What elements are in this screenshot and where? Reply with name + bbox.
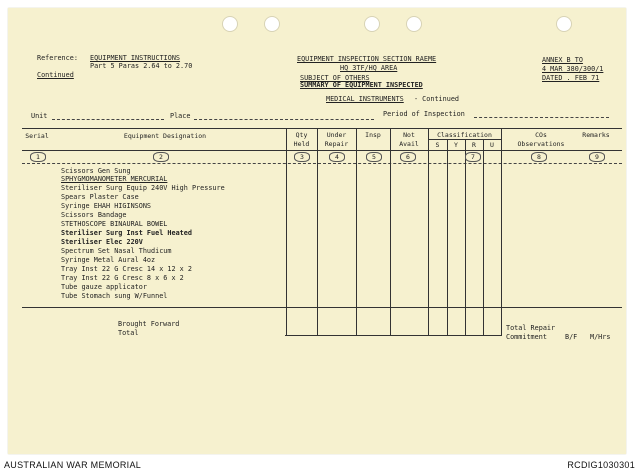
total-label: Total	[118, 329, 139, 337]
col-divider	[501, 128, 502, 335]
col-number: 9	[589, 152, 605, 162]
col-header-remarks: Remarks	[582, 131, 610, 139]
table-top-rule	[22, 128, 622, 129]
mhrs-label: M/Hrs	[590, 333, 611, 341]
total-rule	[285, 335, 502, 336]
col-header-designation: Equipment Designation	[123, 132, 207, 140]
place-blank	[194, 119, 374, 120]
list-item: Scissors Gen Sung	[61, 167, 131, 175]
list-item: Tube gauze applicator	[61, 283, 147, 291]
col-divider	[483, 139, 484, 335]
title-line-2: HQ 3TF/HQ AREA	[340, 64, 398, 72]
punch-hole	[406, 16, 422, 32]
list-item: Steriliser Surg Equip 240V High Pressure	[61, 184, 225, 192]
col-header-qty: Qty	[295, 131, 308, 139]
col-header-cos: COs	[535, 131, 547, 139]
col-divider	[465, 139, 466, 335]
col-header-repair: Repair	[324, 140, 349, 148]
col-divider	[428, 128, 429, 335]
list-item: Syringe EHAH HIGINSONS	[61, 202, 152, 210]
archive-caption-left: AUSTRALIAN WAR MEMORIAL	[4, 460, 142, 470]
col-number: 5	[366, 152, 382, 162]
list-item: Syringe Metal Aural 4oz	[61, 256, 156, 264]
title-line-5: MEDICAL INSTRUMENTS	[326, 95, 404, 103]
col-number: 2	[153, 152, 169, 162]
dated-label: DATED . FEB 71	[542, 74, 600, 82]
classification-rule	[428, 139, 501, 140]
number-rule	[22, 163, 622, 164]
list-item: Tray Inst 22 G Cresc 8 x 6 x 2	[61, 274, 184, 282]
punch-hole	[264, 16, 280, 32]
total-repair-label: Total Repair	[506, 324, 556, 332]
list-item: Tray Inst 22 G Cresc 14 x 12 x 2	[61, 265, 192, 273]
title-continued: - Continued	[414, 95, 460, 103]
reference-line-1: EQUIPMENT INSTRUCTIONS	[90, 54, 181, 62]
bf-label: B/F	[565, 333, 578, 341]
col-number: 1	[30, 152, 46, 162]
col-number: 7	[465, 152, 481, 162]
col-divider	[447, 139, 448, 335]
archive-caption-right: RCDIG1030301	[567, 460, 635, 470]
punch-hole	[556, 16, 572, 32]
punch-hole	[222, 16, 238, 32]
col-divider	[356, 128, 357, 335]
list-item: Steriliser Elec 220V	[61, 238, 143, 246]
col-header-held: Held	[293, 140, 310, 148]
col-number: 8	[531, 152, 547, 162]
col-divider	[286, 128, 287, 335]
list-item: Spectrum Set Nasal Thudicum	[61, 247, 172, 255]
list-item: SPHYGMOMANOMETER MERCURIAL	[61, 175, 168, 183]
header-rule	[22, 150, 622, 151]
col-divider	[390, 128, 391, 335]
period-label: Period of Inspection	[383, 110, 465, 118]
col-header-class-s: S	[435, 141, 440, 149]
continued-label: Continued	[37, 71, 74, 79]
col-header-serial: Serial	[25, 132, 49, 140]
col-header-under: Under	[326, 131, 347, 139]
brought-forward-label: Brought Forward	[118, 320, 180, 328]
col-number: 3	[294, 152, 310, 162]
col-header-avail: Avail	[399, 140, 419, 148]
commitment-label: Commitment	[506, 333, 547, 341]
punch-hole	[364, 16, 380, 32]
col-header-observations: Observations	[517, 140, 565, 148]
col-divider	[317, 128, 318, 335]
list-item: STETHOSCOPE BINAURAL BOWEL	[61, 220, 168, 228]
list-item: Scissors Bandage	[61, 211, 127, 219]
col-number: 4	[329, 152, 345, 162]
annex-label: ANNEX B TO	[542, 56, 583, 64]
title-line-1: EQUIPMENT INSPECTION SECTION RAEME	[297, 55, 437, 63]
place-label: Place	[170, 112, 191, 120]
col-header-insp: Insp	[365, 131, 381, 139]
title-line-4: SUMMARY OF EQUIPMENT INSPECTED	[300, 81, 423, 89]
col-header-class-r: R	[472, 141, 476, 149]
col-header-not: Not	[403, 131, 415, 139]
list-item: Steriliser Surg Inst Fuel Heated	[61, 229, 192, 237]
title-line-3: SUBJECT OF OTHERS	[300, 74, 370, 82]
col-header-class-y: Y	[454, 141, 458, 149]
col-number: 6	[400, 152, 416, 162]
body-bottom-rule	[22, 307, 622, 308]
period-blank	[474, 117, 609, 118]
list-item: Tube Stomach sung W/Funnel	[61, 292, 168, 300]
unit-label: Unit	[31, 112, 48, 120]
list-item: Spears Plaster Case	[61, 193, 139, 201]
reference-label: Reference:	[37, 54, 78, 62]
col-header-classification: Classification	[437, 131, 492, 139]
unit-blank	[52, 119, 164, 120]
reference-line-2: Part 5 Paras 2.64 to 2.70	[90, 62, 193, 70]
col-header-class-u: U	[490, 141, 494, 149]
reference-number: 4 MAR 380/300/1	[542, 65, 604, 73]
